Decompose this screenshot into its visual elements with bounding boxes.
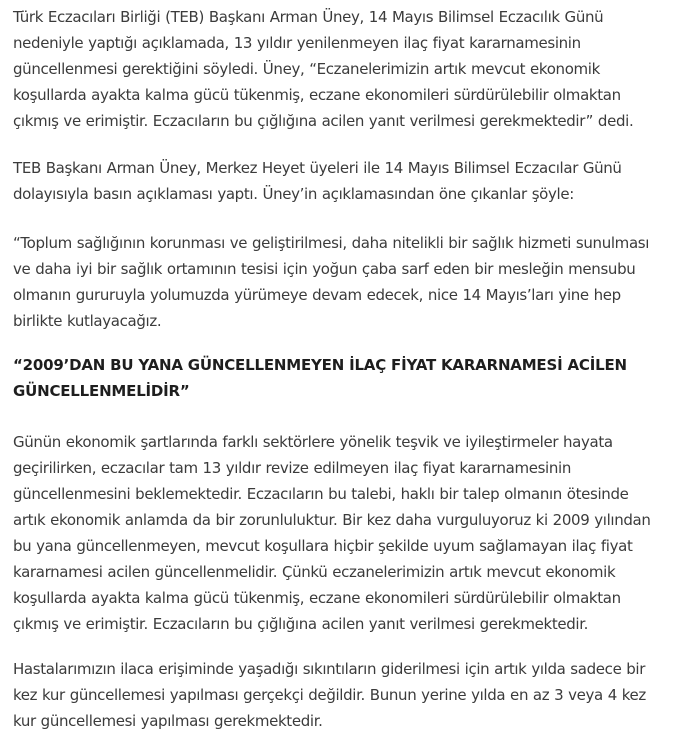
text-line: olmanın gururuyla yolumuzda yürümeye devam edecek, nice 14 Mayıs’ları yine hep [13,286,621,304]
text-line: kur güncellemesi yapılması gerekmektedir. [13,712,323,730]
heading-line: “2009’DAN BU YANA GÜNCELLENMEYEN İLAÇ FİYAT KARARNAMESİ ACİLEN [13,356,627,374]
article-paragraph-intro [13,4,633,134]
text-line: koşullarda ayakta kalma gücü tükenmiş, eczane ekonomileri sürdürülebilir olmaktan [13,86,621,104]
article-paragraph-quote [13,230,649,334]
text-line: Hastalarımızın ilaca erişiminde yaşadığı sıkıntıların giderilmesi için artık yılda sadece bir [13,660,646,678]
article-paragraph-press [13,155,622,207]
text-line: TEB Başkanı Arman Üney, Merkez Heyet üyeleri ile 14 Mayıs Bilimsel Eczacılar Günü [13,159,622,177]
heading-line: GÜNCELLENMELİDİR” [13,382,190,400]
section-heading [13,352,627,404]
text-line: artık ekonomik anlamda da bir zorunluluktur. Bir kez daha vurguluyoruz ki 2009 yılından [13,511,651,529]
text-line: Türk Eczacıları Birliği (TEB) Başkanı Arman Üney, 14 Mayıs Bilimsel Eczacılık Günü [13,8,604,26]
text-line: Günün ekonomik şartlarında farklı sektörlere yönelik teşvik ve iyileştirmeler hayata [13,433,613,451]
text-line: çıkmış ve erimiştir. Eczacıların bu çığlığına acilen yanıt verilmesi gerekmektedir. [13,615,589,633]
text-line: bu yana güncellenmeyen, mevcut koşullara hiçbir şekilde uyum sağlamayan ilaç fiyat [13,537,633,555]
text-line: koşullarda ayakta kalma gücü tükenmiş, eczane ekonomileri sürdürülebilir olmaktan [13,589,621,607]
text-line: güncellenmesini beklemektedir. Eczacıların bu talebi, haklı bir talep olmanın ötesinde [13,485,629,503]
text-line: çıkmış ve erimiştir. Eczacıların bu çığlığına acilen yanıt verilmesi gerekmektedir” dedi. [13,112,634,130]
text-line: nedeniyle yaptığı açıklamada, 13 yıldır yenilenmeyen ilaç fiyat kararnamesinin [13,34,581,52]
text-line: kez kur güncellemesi yapılması gerçekçi değildir. Bunun yerine yılda en az 3 veya 4 kez [13,686,646,704]
text-line: birlikte kutlayacağız. [13,312,162,330]
text-line: dolayısıyla basın açıklaması yaptı. Üney’in açıklamasından öne çıkanlar şöyle: [13,185,574,203]
text-line: kararnamesi acilen güncellenmelidir. Çünkü eczanelerimizin artık mevcut ekonomik [13,563,616,581]
text-line: geçirilirken, eczacılar tam 13 yıldır revize edilmeyen ilaç fiyat kararnamesinin [13,459,571,477]
text-line: ve daha iyi bir sağlık ortamının tesisi için yoğun çaba sarf eden bir mesleğin mensubu [13,260,636,278]
article-paragraph-economy [13,429,651,637]
text-line: “Toplum sağlığının korunması ve geliştirilmesi, daha nitelikli bir sağlık hizmeti sunulması [13,234,650,252]
article-paragraph-currency [13,656,646,734]
text-line: güncellenmesi gerektiğini söyledi. Üney, “Eczanelerimizin artık mevcut ekonomik [13,60,600,78]
